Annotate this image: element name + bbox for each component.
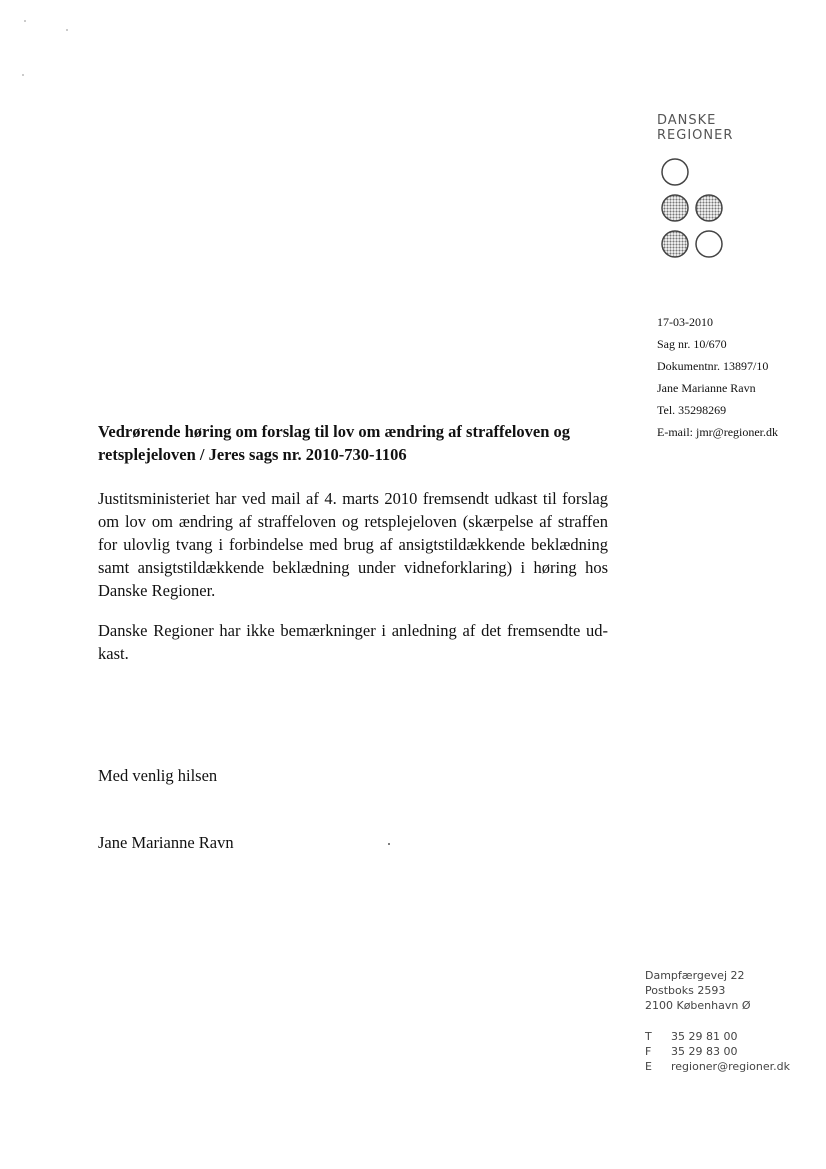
scan-speck xyxy=(24,20,26,22)
footer-email xyxy=(645,1059,790,1074)
footer-fax-value: 35 29 83 00 xyxy=(671,1045,738,1058)
logo-wordmark xyxy=(657,113,733,143)
footer-street: Dampfærgevej 22 xyxy=(645,969,745,982)
footer-address xyxy=(645,968,790,1074)
footer-phone-value: 35 29 81 00 xyxy=(671,1030,738,1043)
letter-subject: Vedrørende høring om forslag til lov om ændring af straffeloven og retsplejeloven / Jeres sags nr. 2010-730-1106 xyxy=(98,422,571,464)
footer-fax-label: F xyxy=(645,1045,652,1058)
contact-email: E-mail: jmr@regioner.dk xyxy=(657,425,779,439)
signer-name: Jane Marianne Ravn xyxy=(98,833,234,852)
footer-city: 2100 København Ø xyxy=(645,999,751,1012)
document-number: Dokumentnr. 13897/10 xyxy=(657,359,769,373)
letter-paragraph-2: Danske Regioner har ikke bemærkninger i anledning af det fremsendte ud-kast. xyxy=(98,621,608,663)
footer-phone-label: T xyxy=(645,1030,652,1043)
logo-line-1: DANSKE xyxy=(657,113,717,128)
date: 17-03-2010 xyxy=(657,315,713,329)
closing-greeting: Med venlig hilsen xyxy=(98,766,218,785)
contact-name: Jane Marianne Ravn xyxy=(657,381,756,395)
scan-speck xyxy=(388,843,390,845)
document-metadata xyxy=(657,311,778,443)
scan-speck xyxy=(66,29,68,31)
footer-pobox: Postboks 2593 xyxy=(645,984,726,997)
logo-circles-icon xyxy=(654,156,734,264)
logo-line-2: REGIONER xyxy=(657,128,734,143)
footer-fax xyxy=(645,1044,790,1059)
footer-email-label: E xyxy=(645,1060,652,1073)
scan-speck xyxy=(22,74,24,76)
letter-paragraph-1: Justitsministeriet har ved mail af 4. marts 2010 fremsendt udkast til forslag om lov om ændring af straffeloven og retsplejeloven (skærpelse af straffen for ulovlig tvang i forbindelse med brug af ansigtstildækkende beklædning samt ansigtstildækkende beklædning under vidneforklaring) i høring hos Danske Regioner. xyxy=(98,489,608,600)
contact-phone: Tel. 35298269 xyxy=(657,403,727,417)
case-number: Sag nr. 10/670 xyxy=(657,337,727,351)
footer-email-value: regioner@regioner.dk xyxy=(671,1060,790,1073)
footer-phone xyxy=(645,1029,790,1044)
